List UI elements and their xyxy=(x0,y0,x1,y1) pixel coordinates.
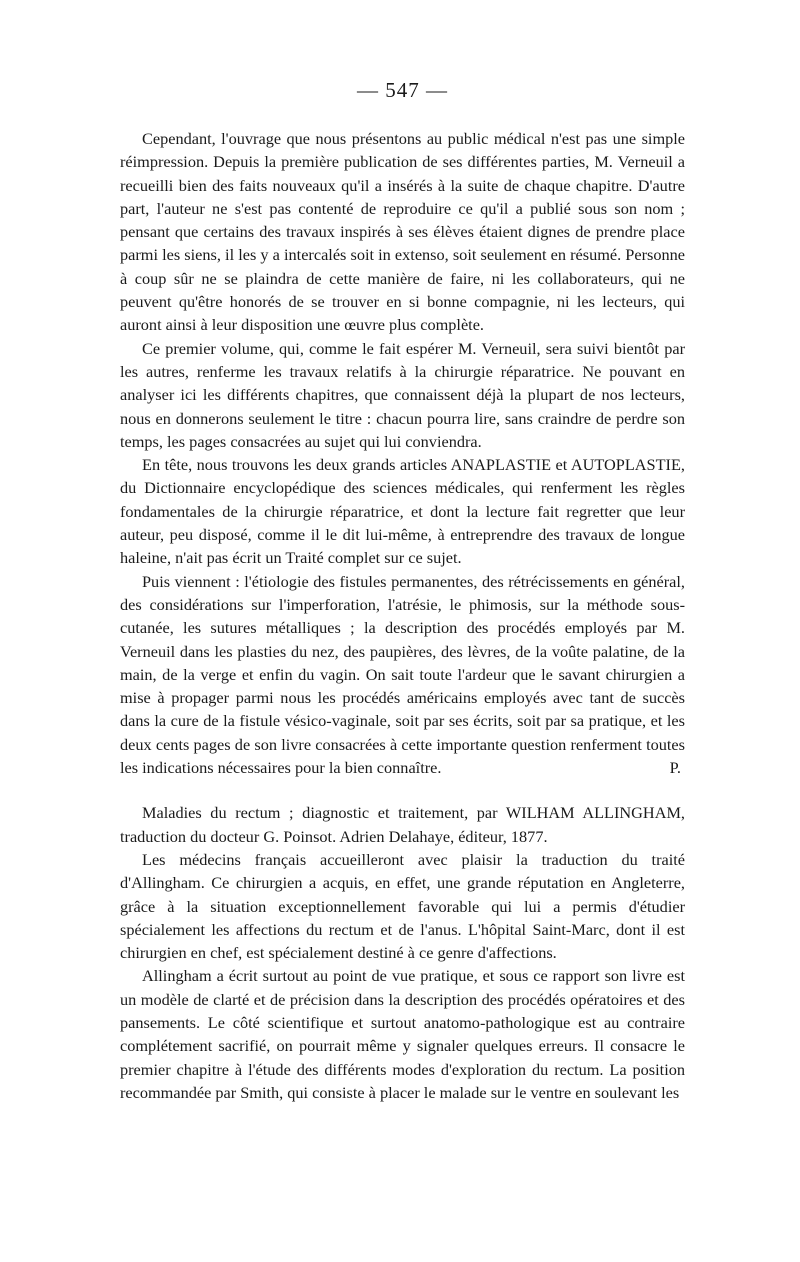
paragraph-allingham-practical: Allingham a écrit surtout au point de vue pratique, et sous ce rapport son livre est un modèle de clarté et de précision dans la description des procédés opératoires et des pansements. Le côté scientifique et surtout anatomo-pathologique est au contraire complétement sacrifié, on pourrait même y signaler quelques erreurs. Il consacre le premier chapitre à l'étude des différents modes d'exploration du rectum. La position recommandée par Smith, qui consiste à placer le malade sur le ventre en soulevant les xyxy=(120,966,685,1102)
paragraph-first-volume: Ce premier volume, qui, comme le fait espérer M. Verneuil, sera suivi bientôt par les autres, renferme les travaux relatifs à la chirurgie réparatrice. Ne pouvant en analyser ici les différents chapitres, que connaissent déjà la plupart de nos lecteurs, nous en donnerons seulement le titre : chacun pourra lire, sans craindre de perdre son temps, les pages consacrées au sujet qui lui conviendra. xyxy=(120,338,685,451)
paragraph-contents-text: Puis viennent : l'étiologie des fistules permanentes, des rétrécissements en général, des considérations sur l'imperforation, l'atrésie, le phimosis, sur la méthode sous-cutanée, les sutures métalliques ; la description des procédés employés par M. Verneuil dans les plasties du nez, des paupières, des lèvres, de la voûte palatine, de la main, de la verge et enfin du vagin. On sait toute l'ardeur que le savant chirurgien a mise à propager parmi nous les procédés américains employés avec tant de succès dans la cure de la fistule vésico-vaginale, soit par ses écrits, soit par sa pratique, et les deux cents pages de son livre consacrées à cette importante question renferment toutes les indications nécessaires pour la bien connaître. xyxy=(120,571,685,778)
paragraph-anaplastie: En tête, nous trouvons les deux grands articles ANAPLASTIE et AUTOPLASTIE, du Dictionnaire encyclopédique des sciences médicales, qui renferment les règles fondamentales de la chirurgie réparatrice, et dont la lecture fait regretter que leur auteur, peu disposé, comme il le dit lui-même, à entreprendre des travaux de longue haleine, n'ait pas écrit un Traité complet sur ce sujet. xyxy=(120,455,685,568)
document-page xyxy=(120,78,685,1104)
section-divider xyxy=(120,779,685,801)
paragraph-reprint: Cependant, l'ouvrage que nous présentons au public médical n'est pas une simple réimpression. Depuis la première publication de ses différentes parties, M. Verneuil a recueilli bien des faits nouveaux qu'il a insérés à la suite de chaque chapitre. D'autre part, l'auteur ne s'est pas contenté de reproduire ce qu'il a publié sous son nom ; pensant que certains des travaux inspirés à ses élèves étaient dignes de prendre place parmi les siens, il les y a intercalés soit in extenso, soit seulement en résumé. Personne à coup sûr ne se plaindra de cette manière de faire, ni les collaborateurs, qui ne peuvent qu'être honorés de se trouver en si bonne compagnie, ni les lecteurs, qui auront ainsi à leur disposition une œuvre plus complète. xyxy=(120,129,685,335)
book-citation: Maladies du rectum ; diagnostic et traitement, par WILHAM ALLINGHAM, traduction du docteur G. Poinsot. Adrien Delahaye, éditeur, 1877. xyxy=(120,803,685,846)
page-number: — 547 — xyxy=(357,78,448,102)
review-signature: P. xyxy=(669,758,681,778)
paragraph-allingham-reputation: Les médecins français accueilleront avec plaisir la traduction du traité d'Allingham. Ce chirurgien a acquis, en effet, une grande réputation en Angleterre, grâce à la situation exceptionnellement favorable qui lui a permis d'étudier spécialement les affections du rectum et de l'anus. L'hôpital Saint-Marc, dont il est chirurgien en chef, est spécialement destiné à ce genre d'affections. xyxy=(120,849,685,963)
paragraph-contents xyxy=(120,570,685,780)
